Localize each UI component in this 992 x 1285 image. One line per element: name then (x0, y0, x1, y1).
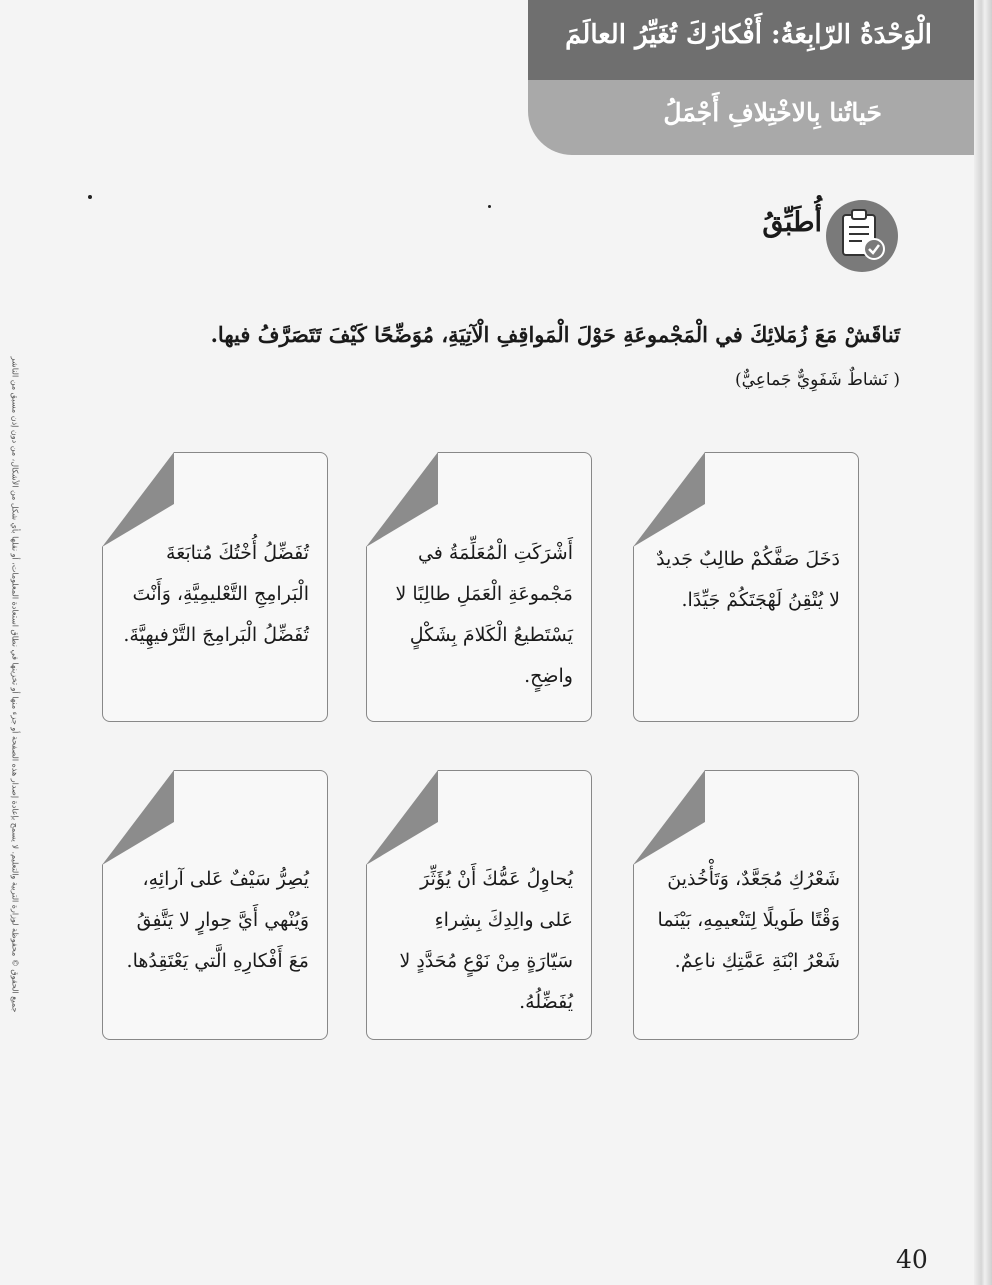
speck (488, 205, 491, 208)
lesson-title: حَياتُنا بِالاخْتِلافِ أَجْمَلُ (663, 98, 882, 127)
copyright-notice: جميع الحقوق © محفوظة لوزارة التربية والتعليم. لا يسمح بإعادة إصدار هذه الصفحة أو جزء منها أو تخزينها في نطاق استعادة المعلومات، أو نقلها بأي شكل من الأشكال، من دون إذن مسبق من الناشر (10, 356, 20, 1013)
speck (88, 195, 92, 199)
card-text: تُفَضِّلُ أُخْتُكَ مُتابَعَةَ الْبَرامِجِ التَّعْليمِيَّةِ، وَأَنْتَ تُفَضِّلُ الْبَرامِجَ التَّرْفيهِيَّةَ. (123, 542, 309, 646)
clipboard-check-icon (826, 200, 898, 272)
page-curl-icon (633, 452, 728, 547)
page-curl-icon (633, 770, 728, 865)
card-text: يُحاوِلُ عَمُّكَ أَنْ يُؤَثِّرَ عَلى والِدِكَ بِشِراءِ سَيّارَةٍ مِنْ نَوْعٍ مُحَدَّدٍ لا يُفَضِّلُهُ. (399, 868, 573, 1013)
page-number: 40 (896, 1245, 928, 1274)
card-text: شَعْرُكِ مُجَعَّدٌ، وَتَأْخُذينَ وَقْتًا طَويلًا لِتَنْعيمِهِ، بَيْنَما شَعْرُ ابْنَةِ عَمَّتِكِ ناعِمٌ. (657, 868, 840, 972)
situation-card (366, 452, 592, 722)
situation-card (102, 452, 328, 722)
situation-card (633, 770, 859, 1040)
card-text: أَشْرَكَتِ الْمُعَلِّمَةُ في مَجْموعَةِ الْعَمَلِ طالِبًا لا يَسْتَطيعُ الْكَلامَ بِشَكْلٍ واضِحٍ. (395, 542, 573, 687)
unit-title: الْوَحْدَةُ الرّابِعَةُ: أَفْكارُكَ تُغَيِّرُ العالَمَ (565, 20, 932, 50)
situation-card (102, 770, 328, 1040)
instruction-text: تَناقَشْ مَعَ زُمَلائِكَ في الْمَجْموعَةِ حَوْلَ الْمَواقِفِ الْآتِيَةِ، مُوَضِّحًا كَيْفَ تَتَصَرَّفُ فيها. (210, 322, 900, 347)
activity-type: ( نَشاطٌ شَفَوِيٌّ جَماعِيٌّ) (734, 370, 900, 390)
page-curl-icon (102, 770, 197, 865)
card-text: يُصِرُّ سَيْفٌ عَلى آرائِهِ، وَيُنْهي أَيَّ حِوارٍ لا يَتَّفِقُ مَعَ أَفْكارِهِ الَّتي يَعْتَقِدُها. (126, 868, 309, 972)
situation-card (633, 452, 859, 722)
card-text: دَخَلَ صَفَّكُمْ طالِبٌ جَديدٌ لا يُتْقِنُ لَهْجَتَكُمْ جَيِّدًا. (656, 548, 840, 611)
situation-card (366, 770, 592, 1040)
page-curl-icon (366, 770, 461, 865)
page-edge (974, 0, 992, 1285)
section-label: أُطَبِّقُ (762, 207, 822, 238)
